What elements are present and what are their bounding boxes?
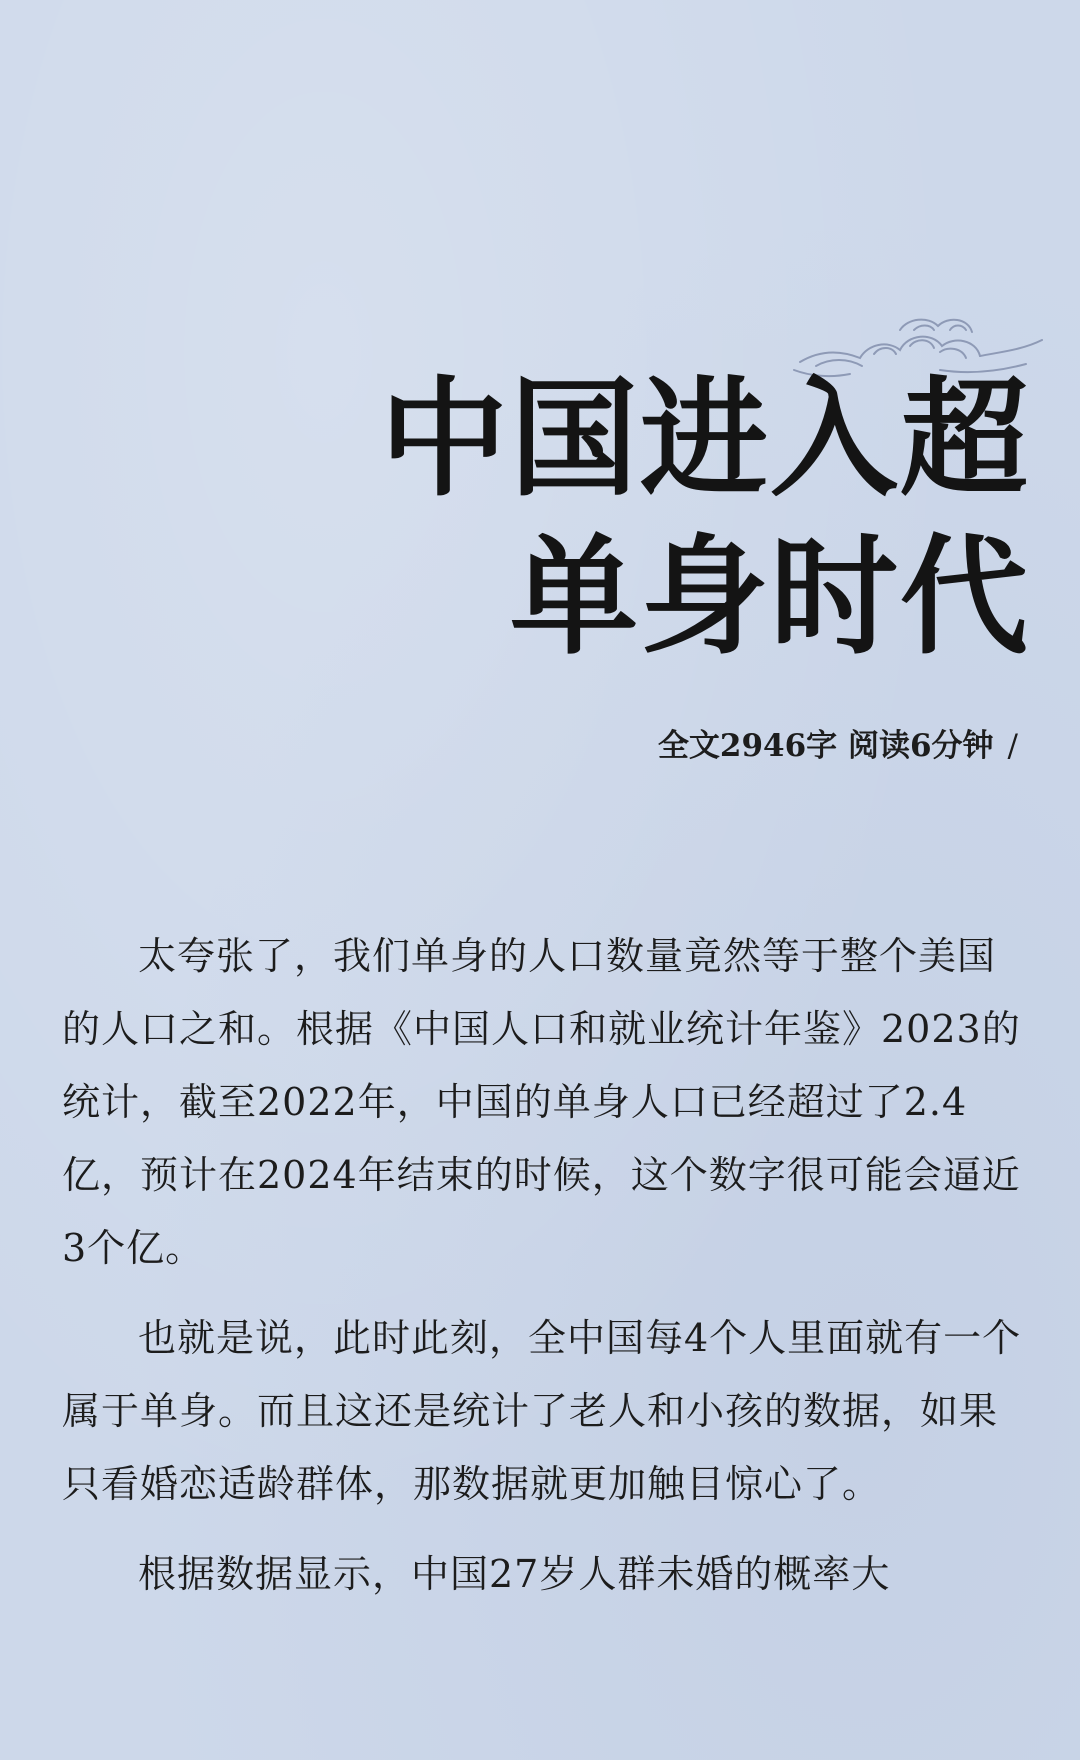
title-line-1: 中国进入超: [379, 364, 1030, 514]
paragraph-2: 也就是说，此时此刻，全中国每4个人里面就有一个属于单身。而且这还是统计了老人和小孩的数据，如果只看婚恋适龄群体，那数据就更加触目惊心了。: [62, 1316, 1022, 1506]
paragraph-1: 太夸张了，我们单身的人口数量竟然等于整个美国的人口之和。根据《中国人口和就业统计年鉴》2023的统计，截至2022年，中国的单身人口已经超过了2.4亿，预计在2024年结束的时候，这个数字很可能会逼近3个亿。: [62, 934, 1021, 1270]
word-count-reading-time: 全文2946字 阅读6分钟: [657, 728, 994, 764]
title-line-2: 单身时代: [509, 522, 1030, 672]
article-body: [62, 920, 1022, 1628]
paragraph-3: 根据数据显示，中国27岁人群未婚的概率大: [138, 1552, 891, 1596]
reading-meta: [658, 720, 1018, 765]
meta-slash: /: [1007, 728, 1018, 764]
article-title: [380, 360, 1030, 676]
